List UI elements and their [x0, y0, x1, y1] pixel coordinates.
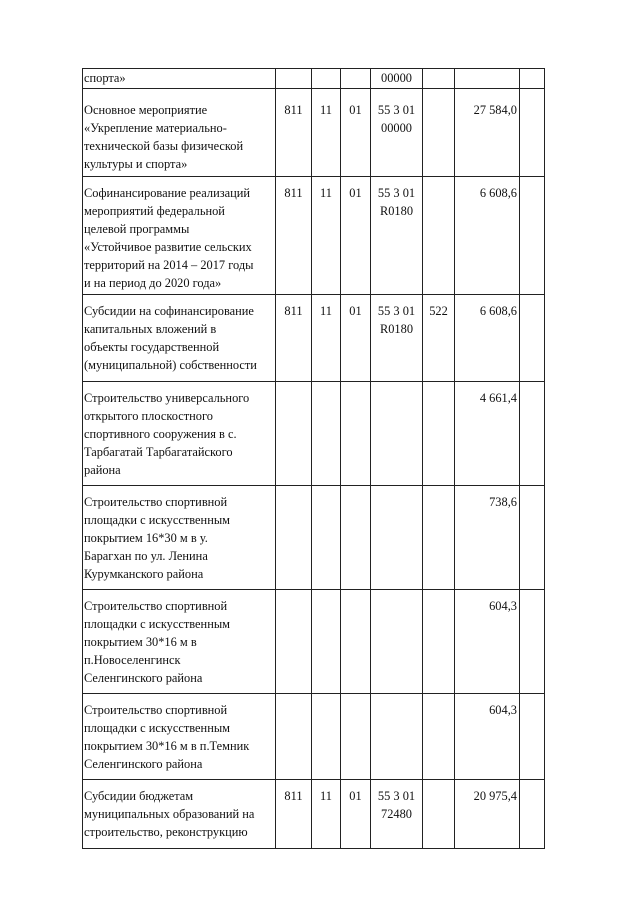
empty-cell: [520, 89, 545, 177]
row-name: Строительство универсального открытого плоскостного спортивного сооружения в с. Тарбагатай Тарбагатайского района: [83, 382, 276, 486]
section-code: [312, 69, 341, 89]
amount: 27 584,0: [455, 89, 520, 177]
section-code: 11: [312, 780, 341, 849]
empty-cell: [520, 486, 545, 590]
section-code: 11: [312, 295, 341, 382]
row-name: Строительство спортивной площадки с искусственным покрытием 30*16 м в п.Новоселенгинск Селенгинского района: [83, 590, 276, 694]
row-name: Строительство спортивной площадки с искусственным покрытием 16*30 м в у. Барагхан по ул. Ленина Курумканского района: [83, 486, 276, 590]
target-article-code: 55 3 01 00000: [371, 89, 423, 177]
ministry-code: [276, 694, 312, 780]
ministry-code: 811: [276, 177, 312, 295]
ministry-code: [276, 590, 312, 694]
empty-cell: [520, 295, 545, 382]
table-row: [83, 295, 545, 382]
empty-cell: [520, 382, 545, 486]
table-row: [83, 89, 545, 177]
ministry-code: 811: [276, 295, 312, 382]
amount: [455, 69, 520, 89]
empty-cell: [520, 694, 545, 780]
table-row: [83, 694, 545, 780]
expense-type-code: 522: [423, 295, 455, 382]
row-name: спорта»: [83, 69, 276, 89]
expense-type-code: [423, 89, 455, 177]
subsection-code: [341, 486, 371, 590]
target-article-code: [371, 486, 423, 590]
amount: 738,6: [455, 486, 520, 590]
empty-cell: [520, 780, 545, 849]
budget-table: [82, 68, 545, 849]
expense-type-code: [423, 382, 455, 486]
section-code: 11: [312, 89, 341, 177]
amount: 20 975,4: [455, 780, 520, 849]
subsection-code: 01: [341, 780, 371, 849]
subsection-code: [341, 590, 371, 694]
expense-type-code: [423, 694, 455, 780]
empty-cell: [520, 69, 545, 89]
expense-type-code: [423, 177, 455, 295]
expense-type-code: [423, 590, 455, 694]
row-name: Софинансирование реализаций мероприятий федеральной целевой программы «Устойчивое развитие сельских территорий на 2014 – 2017 годы и на период до 2020 года»: [83, 177, 276, 295]
amount: 604,3: [455, 694, 520, 780]
target-article-code: [371, 590, 423, 694]
table-row: [83, 69, 545, 89]
table-row: [83, 590, 545, 694]
section-code: 11: [312, 177, 341, 295]
subsection-code: [341, 69, 371, 89]
ministry-code: [276, 382, 312, 486]
row-name: Субсидии бюджетам муниципальных образований на строительство, реконструкцию: [83, 780, 276, 849]
target-article-code: 00000: [371, 69, 423, 89]
table-row: [83, 780, 545, 849]
subsection-code: [341, 382, 371, 486]
section-code: [312, 486, 341, 590]
target-article-code: 55 3 01 72480: [371, 780, 423, 849]
section-code: [312, 590, 341, 694]
target-article-code: 55 3 01 R0180: [371, 295, 423, 382]
table-row: [83, 177, 545, 295]
amount: 6 608,6: [455, 177, 520, 295]
subsection-code: [341, 694, 371, 780]
expense-type-code: [423, 780, 455, 849]
subsection-code: 01: [341, 89, 371, 177]
ministry-code: 811: [276, 89, 312, 177]
empty-cell: [520, 177, 545, 295]
row-name: Основное мероприятие «Укрепление материально- технической базы физической культуры и спорта»: [83, 89, 276, 177]
target-article-code: [371, 694, 423, 780]
table-row: [83, 486, 545, 590]
ministry-code: 811: [276, 780, 312, 849]
row-name: Строительство спортивной площадки с искусственным покрытием 30*16 м в п.Темник Селенгинского района: [83, 694, 276, 780]
expense-type-code: [423, 69, 455, 89]
table-row: [83, 382, 545, 486]
section-code: [312, 382, 341, 486]
amount: 4 661,4: [455, 382, 520, 486]
row-name: Субсидии на софинансирование капитальных вложений в объекты государственной (муниципальной) собственности: [83, 295, 276, 382]
ministry-code: [276, 486, 312, 590]
ministry-code: [276, 69, 312, 89]
section-code: [312, 694, 341, 780]
empty-cell: [520, 590, 545, 694]
expense-type-code: [423, 486, 455, 590]
amount: 6 608,6: [455, 295, 520, 382]
target-article-code: 55 3 01 R0180: [371, 177, 423, 295]
amount: 604,3: [455, 590, 520, 694]
target-article-code: [371, 382, 423, 486]
subsection-code: 01: [341, 295, 371, 382]
subsection-code: 01: [341, 177, 371, 295]
